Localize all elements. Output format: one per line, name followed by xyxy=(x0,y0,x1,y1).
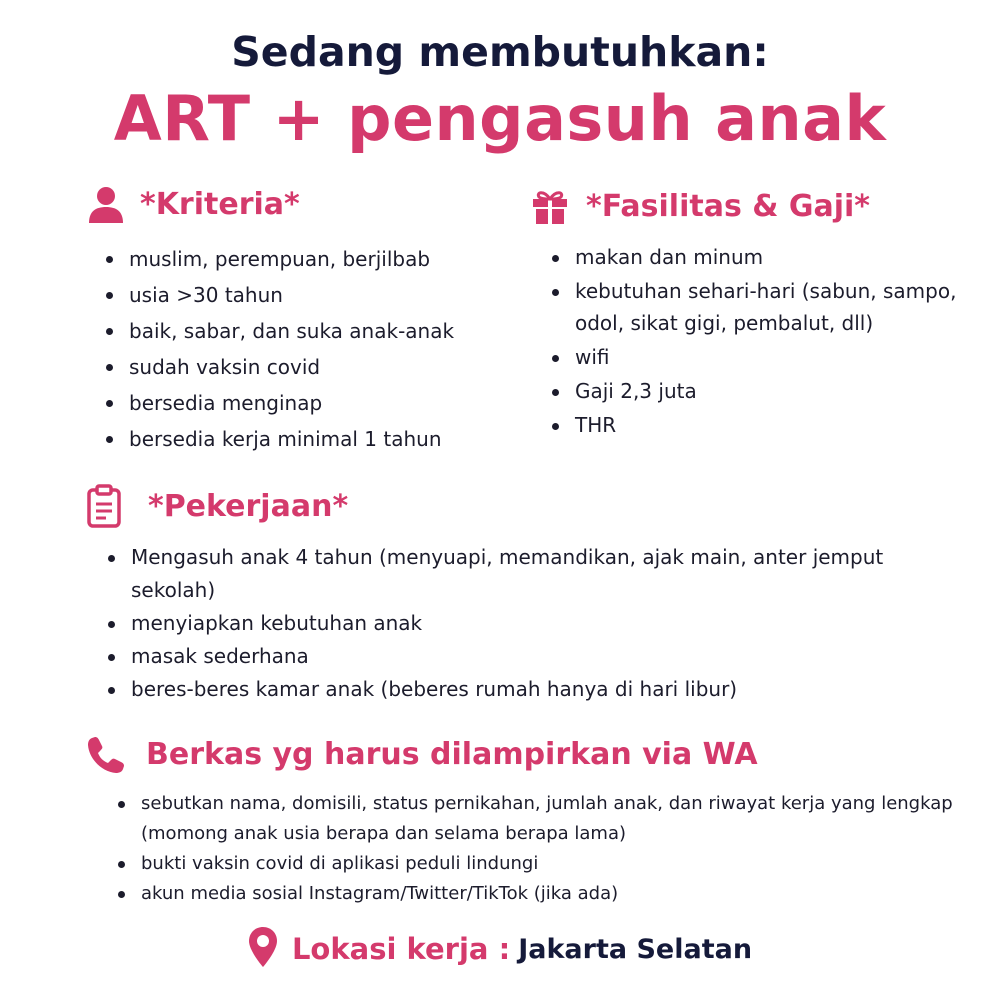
kriteria-list xyxy=(104,241,504,457)
list-item: masak sederhana xyxy=(106,640,926,673)
list-item: beres-beres kamar anak (beberes rumah hanya di hari libur) xyxy=(106,673,926,706)
section-pekerjaan-heading xyxy=(86,484,348,528)
list-item: akun media sosial Instagram/Twitter/TikTok (jika ada) xyxy=(116,879,956,909)
section-kriteria-heading xyxy=(86,184,300,224)
person-icon xyxy=(86,184,126,224)
location-pin-icon xyxy=(248,926,278,972)
gift-icon xyxy=(530,186,570,226)
section-kriteria-label: *Kriteria* xyxy=(140,186,300,222)
phone-icon xyxy=(86,734,126,774)
section-fasilitas-heading xyxy=(530,186,870,226)
list-item: usia >30 tahun xyxy=(104,277,504,313)
list-item: Gaji 2,3 juta xyxy=(550,375,970,407)
fasilitas-list xyxy=(550,241,970,443)
list-item: Mengasuh anak 4 tahun (menyuapi, memandikan, ajak main, anter jemput sekolah) xyxy=(106,541,926,607)
list-item: THR xyxy=(550,409,970,441)
page-title: ART + pengasuh anak xyxy=(113,82,887,155)
list-item: menyiapkan kebutuhan anak xyxy=(106,607,926,640)
section-fasilitas-label: *Fasilitas & Gaji* xyxy=(586,188,870,224)
clipboard-icon xyxy=(86,484,122,528)
section-berkas-heading xyxy=(86,734,758,774)
headline-subtitle: Sedang membutuhkan: xyxy=(231,28,769,76)
list-item: wifi xyxy=(550,341,970,373)
list-item: muslim, perempuan, berjilbab xyxy=(104,241,504,277)
list-item: bersedia menginap xyxy=(104,385,504,421)
list-item: bukti vaksin covid di aplikasi peduli lindungi xyxy=(116,849,956,879)
list-item: kebutuhan sehari-hari (sabun, sampo, odol, sikat gigi, pembalut, dll) xyxy=(550,275,970,339)
location-value: Jakarta Selatan xyxy=(518,933,753,965)
section-pekerjaan-label: *Pekerjaan* xyxy=(148,488,349,524)
list-item: sudah vaksin covid xyxy=(104,349,504,385)
section-berkas-label: Berkas yg harus dilampirkan via WA xyxy=(146,736,758,772)
list-item: makan dan minum xyxy=(550,241,970,273)
list-item: bersedia kerja minimal 1 tahun xyxy=(104,421,504,457)
pekerjaan-list xyxy=(106,541,926,706)
location-line xyxy=(0,926,1000,972)
location-label: Lokasi kerja : xyxy=(291,932,511,966)
list-item: sebutkan nama, domisili, status pernikahan, jumlah anak, dan riwayat kerja yang lengkap (momong anak usia berapa dan selama berapa lama) xyxy=(116,789,956,849)
berkas-list xyxy=(116,789,956,909)
list-item: baik, sabar, dan suka anak-anak xyxy=(104,313,504,349)
